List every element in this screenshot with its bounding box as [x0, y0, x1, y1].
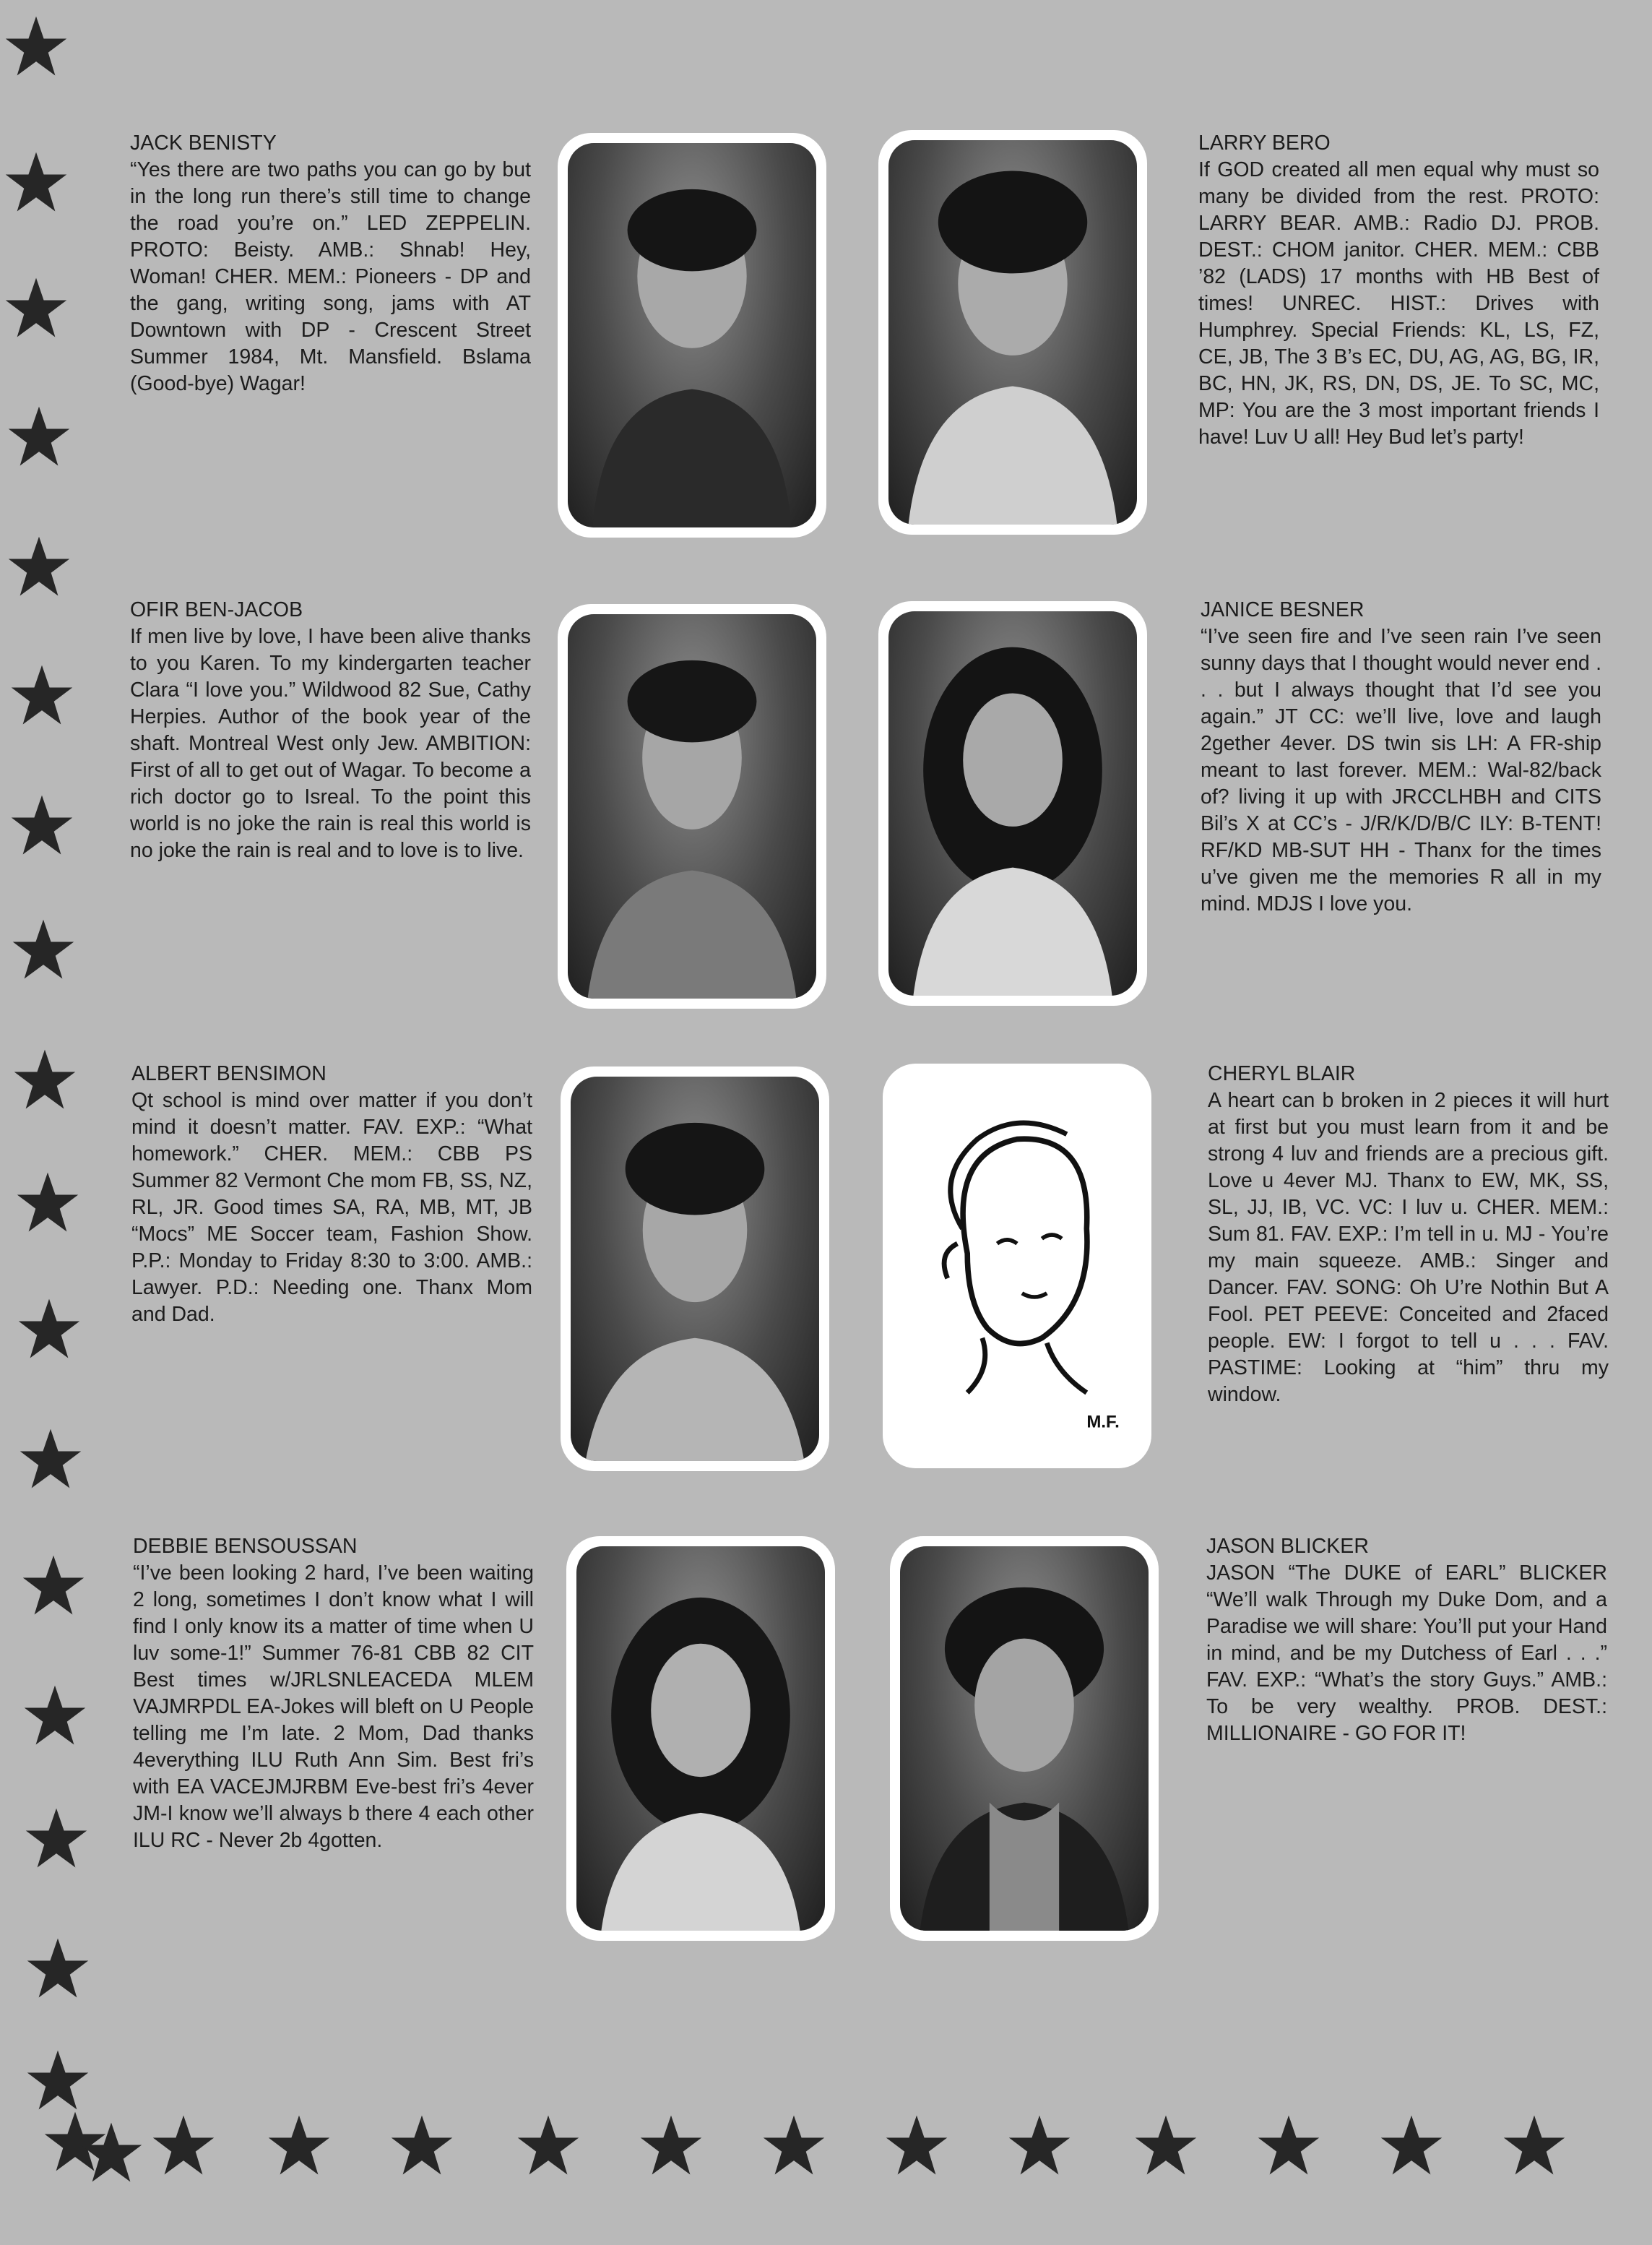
star-icon: [516, 2113, 580, 2177]
star-icon: [7, 535, 71, 598]
star-icon: [390, 2113, 454, 2177]
student-blurb: “I’ve seen fire and I’ve seen rain I’ve seen sunny days that I thought would never end . . . but I always thought that I’d see you again.” JT CC: we’ll live, love and laugh 2gether 4ever. DS twin sis LH: A FR-ship meant to last forever. MEM.: Wal-82/back of? living it up with JRCCLHBH and CITS Bil’s X at CC’s - J/R/K/D/B/C ILY: B-TENT! RF/KD MB-SUT HH - Thanx for the times u’ve given me the memories R all in my mind. MDJS I love you.: [1201, 625, 1601, 915]
star-icon: [1502, 2113, 1566, 2177]
star-icon: [4, 150, 68, 214]
student-entry: [130, 130, 531, 397]
star-icon: [152, 2113, 215, 2177]
portrait-photo: [558, 133, 826, 538]
portrait-photo: [878, 130, 1147, 535]
star-icon: [1134, 2113, 1198, 2177]
star-icon: [79, 2121, 143, 2184]
artist-signature: M.F.: [1086, 1412, 1120, 1432]
student-name: JASON BLICKER: [1206, 1535, 1369, 1558]
student-blurb: “Yes there are two paths you can go by but in the long run there’s still time to change the road you’re on.” LED ZEPPELIN. PROTO: Beisty. AMB.: Shnab! Hey, Woman! CHER. MEM.: Pioneers - DP and the gang, writing song, jams with AT Downtown with DP - Crescent Street Summer 1984, Mt. Mansfield. Bslama (Good-bye) Wagar!: [130, 158, 531, 395]
portrait-photo: [890, 1536, 1159, 1941]
illustrated-portrait-drawing: [883, 1064, 1151, 1468]
star-icon: [10, 663, 74, 727]
student-blurb: JASON “The DUKE of EARL” BLICKER “We’ll walk Through my Duke Dom, and a Paradise we will share: You’ll put your Hand in mind, and be my Dutchess of Earl . . .” FAV. EXP.: “What’s the story Guys.” AMB.: To be very wealthy. PROB. DEST.: MILLIONAIRE - GO FOR IT!: [1206, 1561, 1607, 1745]
star-icon: [10, 793, 74, 857]
portrait-photo: [558, 604, 826, 1009]
star-icon: [26, 1936, 90, 2000]
star-icon: [1257, 2113, 1320, 2177]
student-entry: [1201, 597, 1601, 918]
star-icon: [1380, 2113, 1443, 2177]
star-icon: [267, 2113, 331, 2177]
student-name: DEBBIE BENSOUSSAN: [133, 1535, 358, 1558]
student-name: OFIR BEN-JACOB: [130, 598, 303, 621]
student-entry: [130, 597, 531, 864]
star-icon: [17, 1297, 81, 1361]
student-blurb: “I’ve been looking 2 hard, I’ve been waiting 2 long, sometimes I don’t know what I will find I only know its a matter of time when U luv some-1!” Summer 76-81 CBB 82 CIT Best times w/JRLSNLEACEDA MLEM VAJMRPDL EA-Jokes will bleft on U People telling me I’m late. 2 Mom, Dad thanks 4everything ILU Ruth Ann Sim. Best fri’s with EA VACEJMJRBM Eve-best fri’s 4ever JM-I know we’ll always b there 4 each other ILU RC - Never 2b 4gotten.: [133, 1561, 534, 1852]
student-blurb: Qt school is mind over matter if you don’t mind it doesn’t matter. FAV. EXP.: “What homework.” CHER. MEM.: CBB PS Summer 82 Vermont Che mom FB, SS, NZ, RL, JR. Good times SA, RA, MB, MT, JB “Mocs” ME Soccer team, Fashion Show. P.P.: Monday to Friday 8:30 to 3:00. AMB.: Lawyer. P.D.: Needing one. Thanx Mom and Dad.: [131, 1089, 532, 1326]
star-icon: [7, 405, 71, 468]
star-icon: [13, 1048, 77, 1111]
star-icon: [19, 1427, 82, 1491]
star-icon: [762, 2113, 826, 2177]
student-entry: [133, 1533, 534, 1854]
student-name: JACK BENISTY: [130, 132, 277, 155]
student-blurb: If GOD created all men equal why must so many be divided from the rest. PROTO: LARRY BEAR. AMB.: Radio DJ. PROB. DEST.: CHOM janitor. CHER. MEM.: CBB ’82 (LADS) 17 months with HB Best of times! UNREC. HIST.: Drives with Humphrey. Special Friends: KL, LS, FZ, CE, JB, The 3 B’s EC, DU, AG, AG, BG, IR, BC, HN, JK, RS, DN, DS, JE. To SC, MC, MP: You are the 3 most important friends I have! Luv U all! Hey Bud let’s party!: [1198, 158, 1599, 449]
student-name: ALBERT BENSIMON: [131, 1062, 326, 1085]
portrait-photo: [566, 1536, 835, 1941]
star-icon: [22, 1554, 85, 1617]
star-icon: [1008, 2113, 1071, 2177]
student-name: CHERYL BLAIR: [1208, 1062, 1356, 1085]
star-icon: [16, 1171, 79, 1234]
student-blurb: If men live by love, I have been alive thanks to you Karen. To my kindergarten teacher Clara “I love you.” Wildwood 82 Sue, Cathy Herpies. Author of the book year of the shaft. Montreal West only Jew. AMBITION: First of all to get out of Wagar. To become a rich doctor go to Isreal. To the point this world is no joke the rain is real this world is no joke the rain is real and to love is to live.: [130, 625, 531, 862]
star-icon: [4, 276, 68, 340]
star-icon: [25, 1806, 88, 1870]
star-icon: [12, 918, 75, 981]
student-name: LARRY BERO: [1198, 132, 1331, 155]
student-entry: [1198, 130, 1599, 451]
star-icon: [23, 1684, 87, 1747]
student-blurb: A heart can b broken in 2 pieces it will hurt at first but you must learn from it and be strong 4 luv and friends are a precious gift. Love u 4ever MJ. Thanx to EW, MK, SS, SL, JJ, IB, VC. VC: I luv u. CHER. MEM.: Sum 81. FAV. EXP.: I’m tell in u. MJ - You’re my main squeeze. AMB.: Singer and Dancer. FAV. SONG: Oh U’re Nothin But A Fool. PET PEEVE: Conceited and 2faced people. EW: I forgot to tell u . . . FAV. PASTIME: Looking at “him” thru my window.: [1208, 1089, 1609, 1406]
portrait-photo: [561, 1067, 829, 1471]
portrait-photo: [878, 601, 1147, 1006]
student-name: JANICE BESNER: [1201, 598, 1365, 621]
student-entry: [1208, 1061, 1609, 1408]
star-icon: [639, 2113, 703, 2177]
star-icon: [4, 14, 68, 78]
star-icon: [26, 2048, 90, 2112]
student-entry: [131, 1061, 532, 1328]
star-icon: [885, 2113, 948, 2177]
student-entry: [1206, 1533, 1607, 1747]
